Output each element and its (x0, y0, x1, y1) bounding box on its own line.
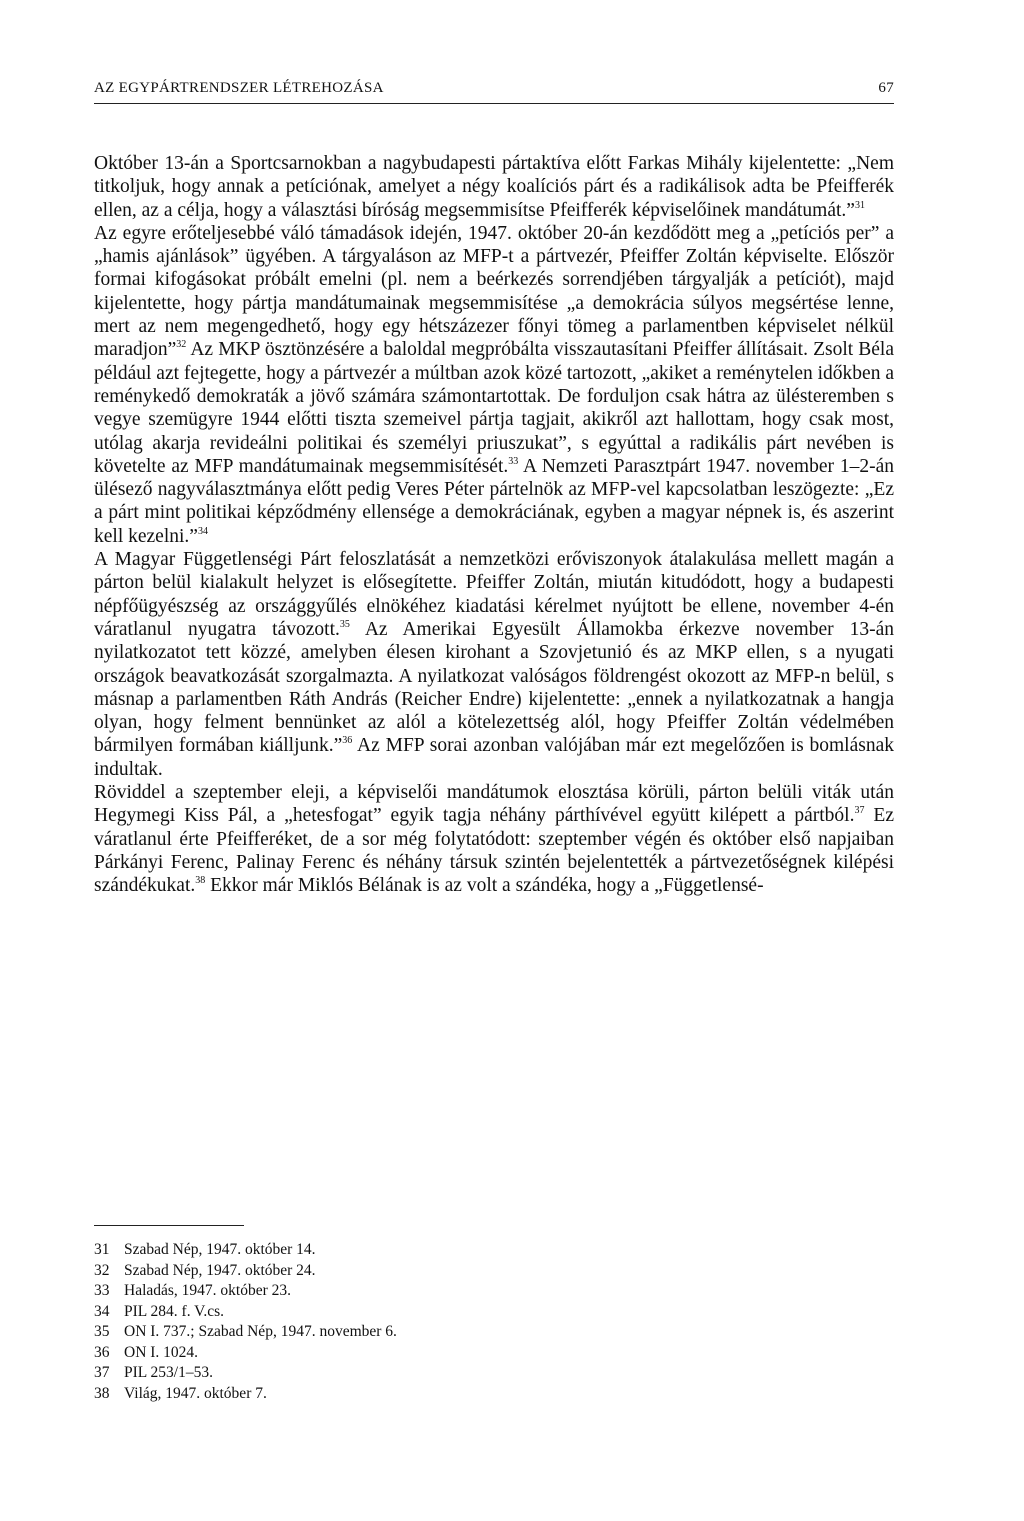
footnote-text: Szabad Nép, 1947. október 24. (124, 1261, 316, 1279)
footnote (94, 1302, 894, 1323)
paragraph-text: Röviddel a szeptember eleji, a képviselői mandátumok elosztása körüli, párton belüli viták után Hegymegi Kiss Pál, a „hetesfogat” egyik tagja néhány párthívével együtt kilépett a pártból. (94, 782, 894, 827)
footnote-ref[interactable]: 36 (342, 735, 353, 747)
footnote-ref[interactable]: 32 (176, 339, 187, 351)
paragraph-text: A Magyar Függetlenségi Párt feloszlatását a nemzetközi erőviszonyok átalakulása mellett magán a párton belül kialakult helyzet is elősegítette. Pfeiffer Zoltán, miután kitudódott, hogy a budapesti népfőügyészség az országgyűlés elnökéhez kiadatási kérelmet nyújtott be ellene, november 4-én váratlanul nyugatra távozott. (94, 549, 894, 640)
footnote-text: ON I. 1024. (124, 1343, 199, 1361)
page-number: 67 (878, 80, 894, 96)
footnote-number: 36 (94, 1343, 110, 1361)
paragraph-text: Ekkor már Miklós Bélának is az volt a szándéka, hogy a „Függetlensé- (205, 875, 764, 897)
footnote (94, 1363, 894, 1384)
footnote-text: PIL 284. f. V.cs. (124, 1302, 225, 1320)
paragraph-text: Az MFP sorai azonban valójában már ezt megelőzően is bomlásnak indultak. (94, 735, 894, 780)
footnote (94, 1322, 894, 1343)
footnote-text: PIL 253/1–53. (124, 1364, 213, 1381)
footnote (94, 1281, 894, 1302)
running-title: AZ EGYPÁRTRENDSZER LÉTREHOZÁSA (94, 80, 384, 96)
footnote (94, 1384, 894, 1405)
footnote-number: 32 (94, 1261, 110, 1279)
footnote-number: 38 (94, 1384, 110, 1402)
footnote (94, 1261, 894, 1282)
footnote-number: 34 (94, 1302, 110, 1320)
footnote-ref[interactable]: 38 (195, 875, 206, 887)
paragraph-text: A Nemzeti Parasztpárt 1947. november 1–2-án ülésező nagyválasztmánya előtt pedig Veres Péter pártelnök az MFP-vel kapcsolatban leszögezte: „Ez a párt mint politikai képződmény ellensége a demokráciának, egyben a magyar népnek is, és aszerint kell kezelni.” (94, 455, 894, 547)
footnote-number: 35 (94, 1323, 110, 1340)
paragraph-3 (94, 548, 894, 781)
footnotes (94, 1240, 894, 1404)
footnote-ref[interactable]: 35 (339, 618, 350, 630)
paragraph-text: Október 13-án a Sportcsarnokban a nagybudapesti pártaktíva előtt Farkas Mihály kijelentette: „Nem titkoljuk, hogy annak a petíciónak, amelyet a négy koalíciós párt és a radikálisok adta be Pfeifferék ellen, az a célja, hogy a választási bíróság megsemmisítse Pfeifferék képviselőinek mandátumát.” (94, 153, 894, 221)
body-text (94, 152, 894, 898)
footnote-text: ON I. 737.; Szabad Nép, 1947. november 6. (124, 1323, 397, 1340)
footnote (94, 1240, 894, 1261)
paragraph-1 (94, 152, 894, 222)
footnote (94, 1343, 894, 1364)
footnote-ref[interactable]: 34 (197, 525, 208, 537)
running-header (94, 76, 894, 100)
paragraph-4 (94, 781, 894, 897)
footnote-text: Szabad Nép, 1947. október 14. (124, 1241, 316, 1258)
footnote-number: 31 (94, 1241, 110, 1258)
paragraph-text: Az MKP ösztönzésére a baloldal megpróbálta visszautasítani Pfeiffer állításait. Zsolt Béla például azt fejtegette, hogy a pártvezér a múltban azok közé tartozott, „akiket a reménytelen időkben a reménykedő demokraták a jövő számára számontartottak. De forduljon csak hátra az ülésteremben s vegye szemügyre 1944 előtti tiszta szemeivel pártja tagjait, akikről azt hallottam, hogy csak most, utólag akarja revideálni politikai és személyi priuszukat”, s egyúttal a radikális párt nevében is követelte az MFP mandátumainak megsemmisítését. (94, 339, 894, 477)
footnote-number: 37 (94, 1364, 110, 1381)
footnote-rule (94, 1225, 244, 1226)
header-rule (94, 103, 894, 104)
footnote-ref[interactable]: 37 (854, 805, 865, 817)
paragraph-text: Az Amerikai Egyesült Államokba érkezve november 13-án nyilatkozatot tett közzé, amelyben élesen kirohant a Szovjetunió és az MKP ellen, s a nyugati országok beavatkozását szorgalmazta. A nyilatkozat valóságos földrengést okozott az MFP-n belül, s másnap a parlamentben Ráth András (Reicher Endre) kijelentette: „ennek a nyilatkozatnak a hangja olyan, hogy felment bennünket az alól a kötelezettség alól, hogy Pfeiffer Zoltán védelmében bármilyen formában kiálljunk.” (94, 618, 894, 757)
footnote-text: Világ, 1947. október 7. (124, 1384, 267, 1402)
footnote-number: 33 (94, 1282, 110, 1299)
paragraph-text: Ez váratlanul érte Pfeifferéket, de a sor még folytatódott: szeptember végén és október első napjaiban Párkányi Ferenc, Palinay Ferenc és néhány társuk szintén bejelentették a pártvezetőségnek kilépési szándékukat. (94, 805, 894, 897)
paragraph-text: Az egyre erőteljesebbé váló támadások idején, 1947. október 20-án kezdődött meg a „petíciós per” a „hamis ajánlások” ügyében. A tárgyaláson az MFP-t a pártvezér, Pfeiffer Zoltán képviselte. Először formai kifogásokat próbált emelni (pl. nem a beérkezés sorrendjében tárgyalják a petíciót), majd kijelentette, hogy pártja mandátumainak megsemmisítése „a demokrácia súlyos megsértése lenne, mert az nem megengedhető, hogy egy hétszázezer főnyi tömeg a parlamentben képviselet nélkül maradjon” (94, 222, 894, 361)
footnote-ref[interactable]: 31 (854, 199, 865, 211)
footnote-text: Haladás, 1947. október 23. (124, 1282, 292, 1299)
paragraph-2 (94, 222, 894, 548)
footnote-ref[interactable]: 33 (508, 455, 519, 467)
